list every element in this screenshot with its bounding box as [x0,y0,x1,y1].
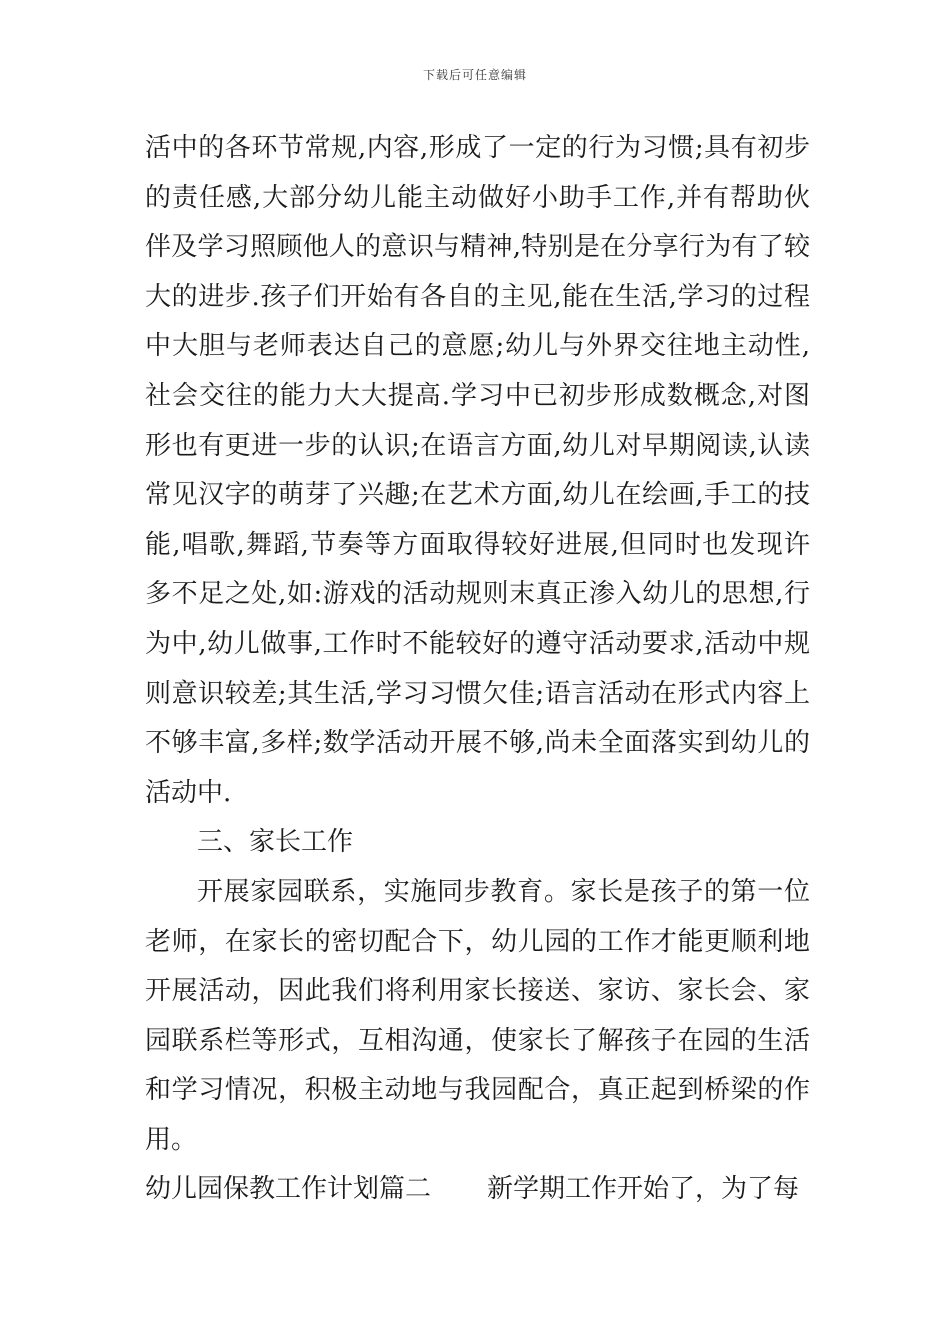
text-line: 活中的各环节常规,内容,形成了一定的行为习惯;具有初步 [145,133,810,163]
text-line: 和学习情况，积极主动地与我园配合，真正起到桥梁的作 [145,1075,810,1106]
text-line: 用。 [145,1124,198,1155]
text-line: 为中,幼儿做事,工作时不能较好的遵守活动要求,活动中规 [145,628,810,659]
section-heading: 三、家长工作 [197,827,354,858]
page-header: 下载后可任意编辑 [422,68,527,82]
paragraph-parent-work [145,868,810,1166]
text-line: 伴及学习照顾他人的意识与精神,特别是在分享行为有了较 [145,232,810,263]
text-line: 常见汉字的萌芽了兴趣;在艺术方面,幼儿在绘画,手工的技 [145,480,810,511]
text-line: 园联系栏等形式，互相沟通，使家长了解孩子在园的生活 [145,1025,810,1056]
text-line: 形也有更进一步的认识;在语言方面,幼儿对早期阅读,认读 [145,430,810,461]
text-line: 中大胆与老师表达自己的意愿;幼儿与外界交往地主动性, [145,331,810,362]
next-section-text: 新学期工作开始了，为了每 [487,1174,800,1205]
text-line: 开展活动，因此我们将利用家长接送、家访、家长会、家 [145,976,810,1007]
text-line: 大的进步.孩子们开始有各自的主见,能在生活,学习的过程 [145,281,810,312]
text-line: 开展家园联系，实施同步教育。家长是孩子的第一位 [197,876,810,907]
next-section-title: 幼儿园保教工作计划篇二 [145,1174,432,1205]
next-section-line [145,1165,810,1215]
text-line: 不够丰富,多样;数学活动开展不够,尚未全面落实到幼儿的 [145,728,810,759]
text-line: 能,唱歌,舞蹈,节奏等方面取得较好进展,但同时也发现许 [145,529,810,560]
paragraph-development-summary [145,124,810,818]
text-line: 活动中. [145,777,232,808]
text-line: 的责任感,大部分幼儿能主动做好小助手工作,并有帮助伙 [145,182,810,213]
text-line: 则意识较差;其生活,学习习惯欠佳;语言活动在形式内容上 [145,678,810,709]
text-line: 社会交往的能力大大提高.学习中已初步形成数概念,对图 [145,380,810,411]
document-body [145,124,810,1215]
text-line: 多不足之处,如:游戏的活动规则末真正渗入幼儿的思想,行 [145,579,810,610]
text-line: 老师，在家长的密切配合下，幼儿园的工作才能更顺利地 [145,926,810,957]
